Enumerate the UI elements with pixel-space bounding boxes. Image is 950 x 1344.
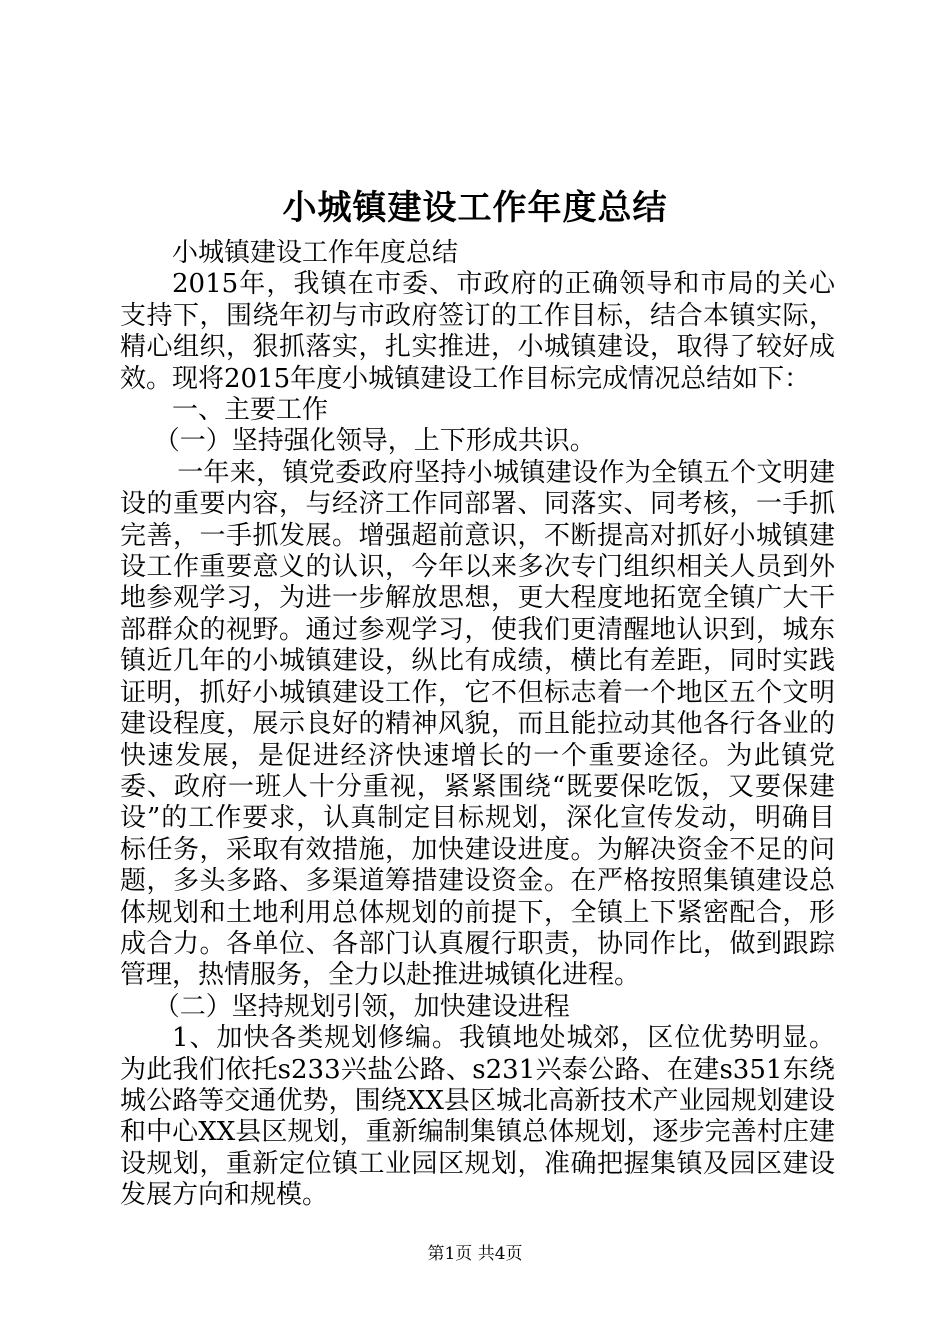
page-number-footer: 第1页 共4页 [427, 1244, 523, 1264]
paragraph-subtitle: 小城镇建设工作年度总结 [172, 238, 459, 268]
document-body [120, 238, 835, 1212]
paragraph-planning: 1、加快各类规划修编。我镇地处城郊，区位优势明显。为此我们依托s233兴盐公路、s231兴泰公路、在建s351东绕城公路等交通优势，围绕XX县区城北高新技术产业园规划建设和中心XX县区规划，重新编制集镇总体规划，逐步完善村庄建设规划，重新定位镇工业园区规划，准确把握集镇及园区建设发展方向和规模。 [120, 1023, 835, 1211]
paragraph-leadership: 一年来，镇党委政府坚持小城镇建设作为全镇五个文明建设的重要内容，与经济工作同部署、同落实、同考核，一手抓完善，一手抓发展。增强超前意识，不断提高对抓好小城镇建设工作重要意义的认识，今年以来多次专门组织相关人员到外地参观学习，为进一步解放思想，更大程度地拓宽全镇广大干部群众的视野。通过参观学习，使我们更清醒地认识到，城东镇近几年的小城镇建设，纵比有成绩，横比有差距，同时实践证明，抓好小城镇建设工作，它不但标志着一个地区五个文明建设程度，展示良好的精神风貌，而且能拉动其他各行各业的快速发展，是促进经济快速增长的一个重要途径。为此镇党委、政府一班人十分重视，紧紧围绕“既要保吃饭，又要保建设”的工作要求，认真制定目标规划，深化宣传发动，明确目标任务，采取有效措施，加快建设进度。为解决资金不足的问题，多头多路、多渠道筹措建设资金。在严格按照集镇建设总体规划和土地利用总体规划的前提下，全镇上下紧密配合，形成合力。各单位、各部门认真履行职责，协同作比，做到跟踪管理，热情服务，全力以赴推进城镇化进程。 [120, 457, 835, 991]
document-title: 小城镇建设工作年度总结 [282, 188, 668, 228]
subsection-heading-2: （二）坚持规划引领，加快建设进程 [153, 991, 570, 1022]
subsection-heading-1: （一）坚持强化领导，上下形成共识。 [153, 426, 596, 457]
section-heading-main-work: 一、主要工作 [172, 395, 329, 426]
paragraph-intro: 2015年，我镇在市委、市政府的正确领导和市局的关心支持下，围绕年初与市政府签订的工作目标，结合本镇实际，精心组织，狠抓落实，扎实推进，小城镇建设，取得了较好成效。现将2015年度小城镇建设工作目标完成情况总结如下： [120, 269, 835, 394]
